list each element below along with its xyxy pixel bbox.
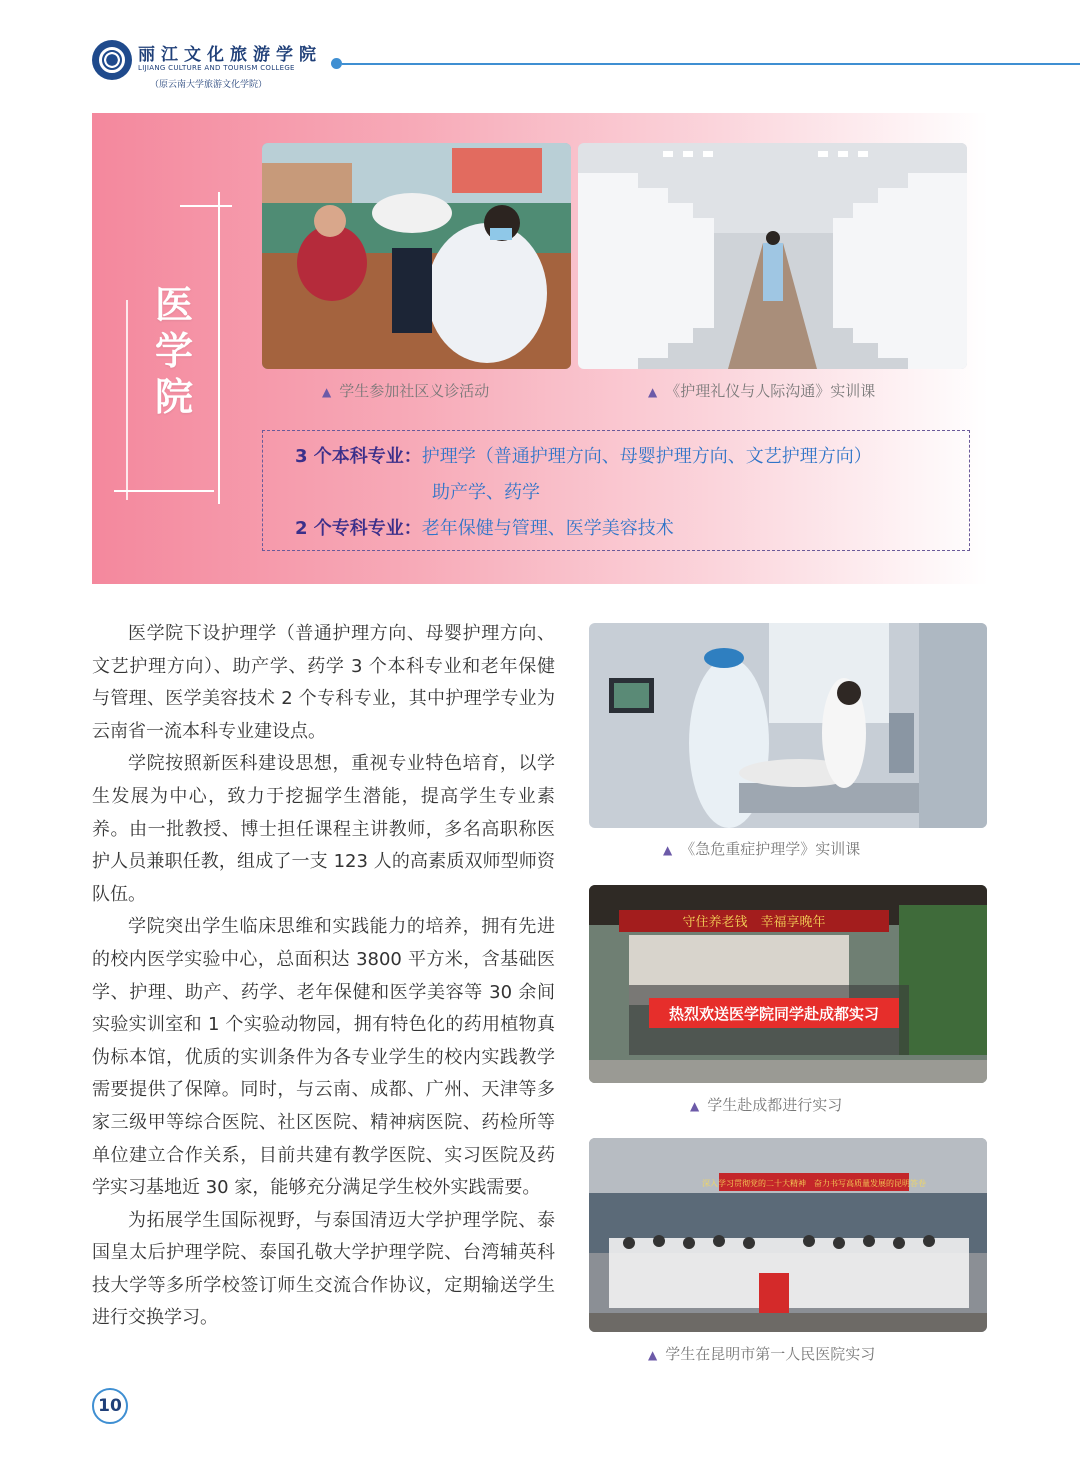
triangle-icon: ▲ xyxy=(648,385,658,399)
banner-deco-line xyxy=(114,490,214,492)
header-rule xyxy=(342,63,1080,65)
college-former-name: （原云南大学旅游文化学院） xyxy=(150,80,268,90)
college-name-cn: 丽江文化旅游学院 xyxy=(138,45,322,65)
paragraph: 医学院下设护理学（普通护理方向、母婴护理方向、文艺护理方向）、助产学、药学 3 个本科专业和老年保健与管理、医学美容技术 2 个专科专业，其中护理学专业为云南省一流本科专业建设点。 xyxy=(92,623,555,742)
body-text xyxy=(92,618,555,1335)
banner-deco-line xyxy=(180,205,232,207)
banner-deco-line xyxy=(126,300,128,500)
paragraph: 学院突出学生临床思维和实践能力的培养，拥有先进的校内医学实验中心，总面积达 3800 平方米，含基础医学、护理、助产、药学、老年保健和医学美容等 30 余间实验实训室和 1 个实验动物园，拥有特色化的药用植物真伪标本馆，优质的实训条件为各专业学生的校内实践教学需要提供了保障。同时，与云南、成都、广州、天津等多家三级甲等综合医院、社区医院、精神病医院、药检所等单位建立合作关系，目前共建有教学医院、实习医院及药学实习基地近 30 家，能够充分满足学生校外实践需要。 xyxy=(92,916,555,1199)
photo-community-clinic xyxy=(262,143,571,369)
department-title: 医学院 xyxy=(154,283,193,419)
photo-critical-care-training xyxy=(589,623,987,828)
triangle-icon: ▲ xyxy=(690,1099,700,1113)
majors-undergrad-row-2: 助产学、药学 xyxy=(432,482,540,503)
majors-undergrad-row: 3 个本科专业：护理学（普通护理方向、母婴护理方向、文艺护理方向） xyxy=(295,446,872,467)
banner-deco-line xyxy=(218,192,220,504)
triangle-icon: ▲ xyxy=(322,385,332,399)
caption-critical-care: ▲ 《急危重症护理学》实训课 xyxy=(663,840,861,858)
photo-chengdu-internship xyxy=(589,885,987,1083)
triangle-icon: ▲ xyxy=(663,843,673,857)
caption-kunming: ▲ 学生在昆明市第一人民医院实习 xyxy=(648,1345,876,1363)
caption-chengdu: ▲ 学生赴成都进行实习 xyxy=(690,1096,843,1114)
photo-kunming-internship xyxy=(589,1138,987,1332)
caption-etiquette-training: ▲ 《护理礼仪与人际沟通》实训课 xyxy=(648,382,876,400)
college-name-en: LIJIANG CULTURE AND TOURISM COLLEGE xyxy=(138,64,295,72)
triangle-icon: ▲ xyxy=(648,1348,658,1362)
college-logo xyxy=(92,40,132,80)
photo-etiquette-training xyxy=(578,143,967,369)
photo-sign-text: 深入学习贯彻党的二十大精神 奋力书写高质量发展的昆明答卷 xyxy=(702,1179,926,1188)
paragraph: 为拓展学生国际视野，与泰国清迈大学护理学院、泰国皇太后护理学院、泰国孔敬大学护理学院、台湾辅英科技大学等多所学校签订师生交流合作协议，定期输送学生进行交换学习。 xyxy=(92,1209,555,1329)
page-number: 10 xyxy=(92,1388,128,1424)
caption-community-clinic: ▲ 学生参加社区义诊活动 xyxy=(322,382,490,400)
header-dot xyxy=(331,58,342,69)
photo-sign-text: 守住养老钱 幸福享晚年 xyxy=(682,915,826,930)
paragraph: 学院按照新医科建设思想，重视专业特色培育，以学生发展为中心，致力于挖掘学生潜能，提高学生专业素养。由一批教授、博士担任课程主讲教师，多名高职称医护人员兼职任教，组成了一支 123 人的高素质双师型师资队伍。 xyxy=(92,753,555,905)
majors-junior-row: 2 个专科专业：老年保健与管理、医学美容技术 xyxy=(295,518,674,539)
photo-banner-text: 热烈欢送医学院同学赴成都实习 xyxy=(668,1005,880,1023)
